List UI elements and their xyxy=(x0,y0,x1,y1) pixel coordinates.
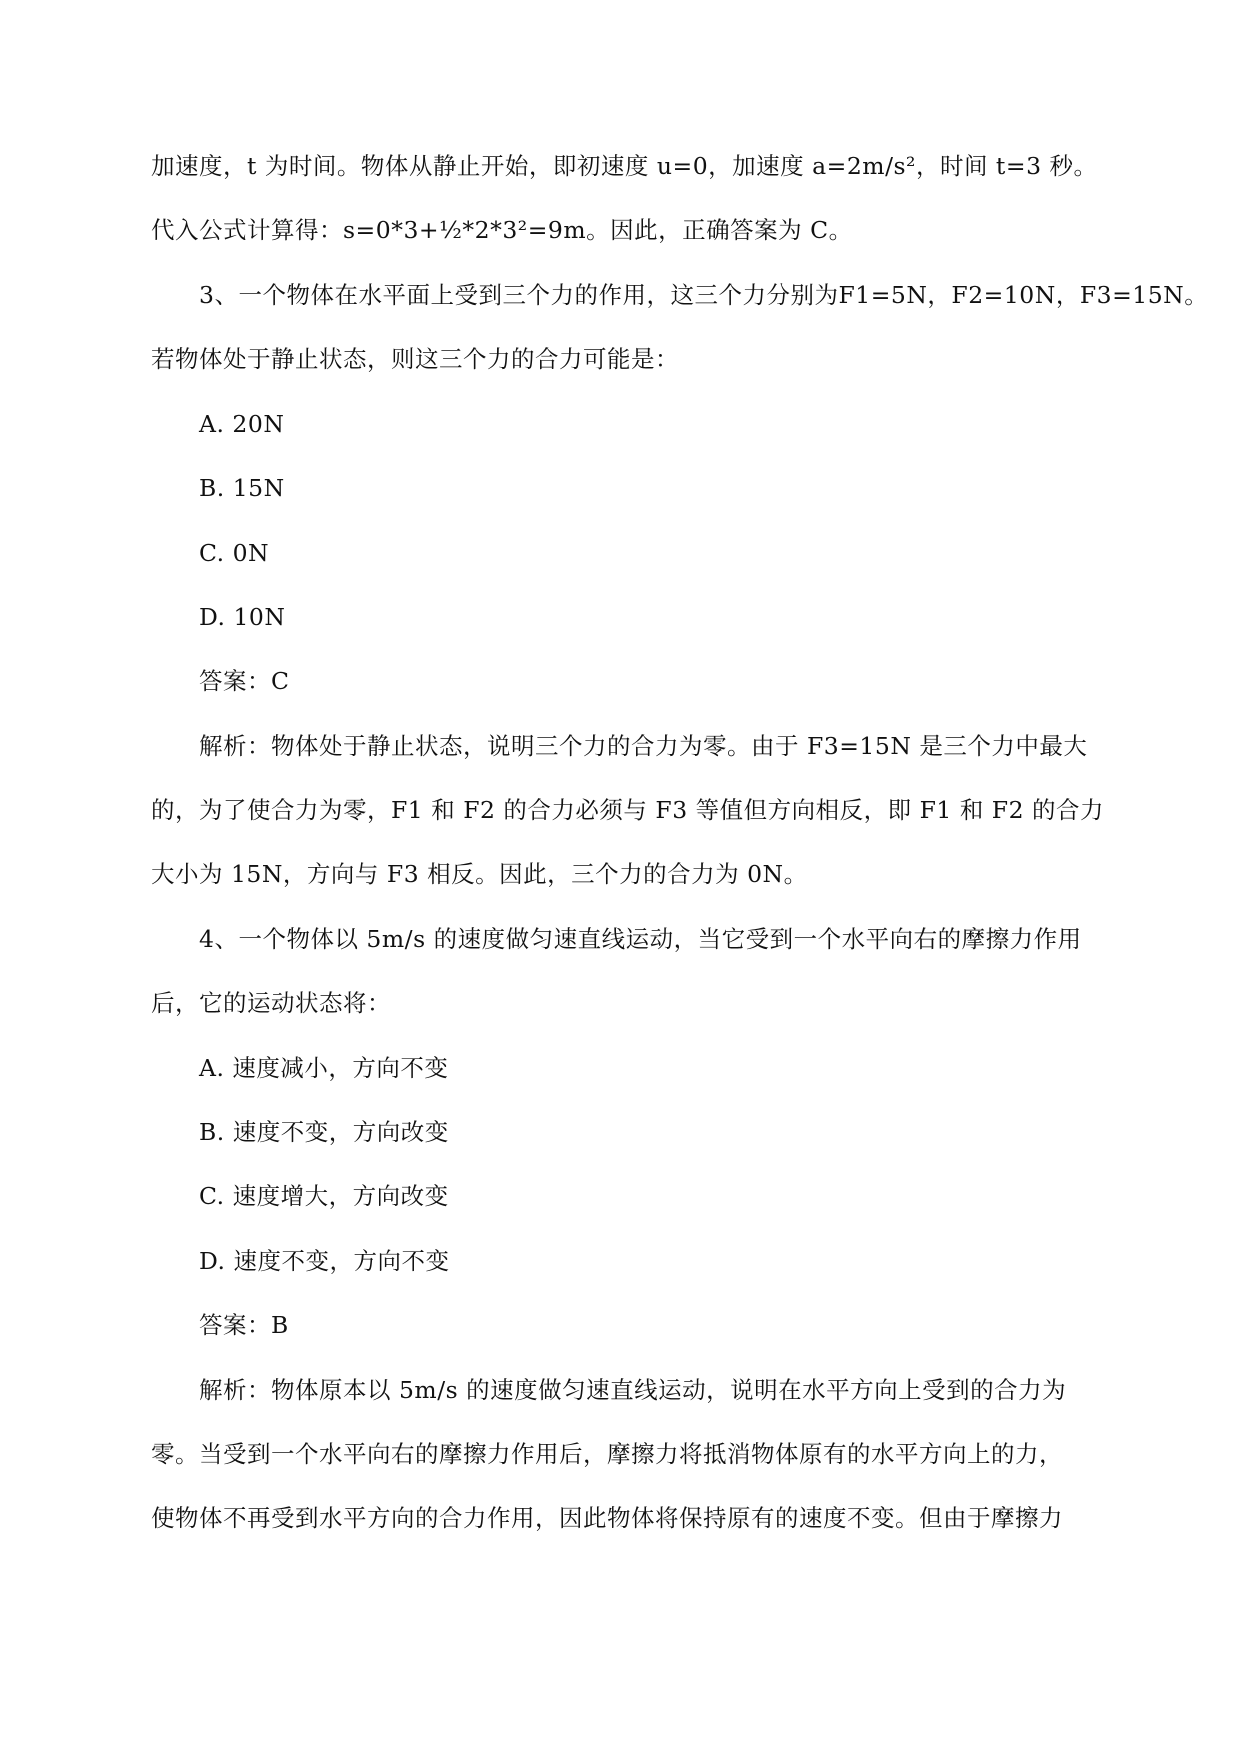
option-d: D. 速度不变，方向不变 xyxy=(199,1247,450,1275)
option-c: C. 速度增大，方向改变 xyxy=(199,1182,449,1210)
text-line: 大小为 15N，方向与 F3 相反。因此，三个力的合力为 0N。 xyxy=(151,860,808,888)
text-line: 使物体不再受到水平方向的合力作用，因此物体将保持原有的速度不变。但由于摩擦力 xyxy=(151,1504,1063,1532)
text-line: 加速度，t 为时间。物体从静止开始，即初速度 u=0，加速度 a=2m/s²，时间 t=3 秒。 xyxy=(151,152,1098,180)
option-c: C. 0N xyxy=(199,539,270,567)
option-a: A. 20N xyxy=(199,410,285,438)
analysis-line: 解析：物体原本以 5m/s 的速度做匀速直线运动，说明在水平方向上受到的合力为 xyxy=(199,1376,1067,1404)
option-a: A. 速度减小，方向不变 xyxy=(199,1054,449,1082)
text-line: 后，它的运动状态将： xyxy=(151,989,391,1017)
analysis-line: 解析：物体处于静止状态，说明三个力的合力为零。由于 F3=15N 是三个力中最大 xyxy=(199,732,1088,760)
option-b: B. 15N xyxy=(199,474,285,502)
text-line: 若物体处于静止状态，则这三个力的合力可能是： xyxy=(151,345,679,373)
text-line: 代入公式计算得：s=0*3+½*2*3²=9m。因此，正确答案为 C。 xyxy=(151,216,853,244)
question-4-stem: 4、一个物体以 5m/s 的速度做匀速直线运动，当它受到一个水平向右的摩擦力作用 xyxy=(199,925,1082,953)
text-line: 零。当受到一个水平向右的摩擦力作用后，摩擦力将抵消物体原有的水平方向上的力， xyxy=(151,1440,1063,1468)
option-b: B. 速度不变，方向改变 xyxy=(199,1118,449,1146)
answer-line: 答案：C xyxy=(199,667,290,695)
option-d: D. 10N xyxy=(199,603,286,631)
text-line: 的，为了使合力为零，F1 和 F2 的合力必须与 F3 等值但方向相反，即 F1 和 F2 的合力 xyxy=(151,796,1105,824)
question-3-stem: 3、一个物体在水平面上受到三个力的作用，这三个力分别为F1=5N，F2=10N，F3=15N。 xyxy=(199,281,1209,309)
answer-line: 答案：B xyxy=(199,1311,289,1339)
